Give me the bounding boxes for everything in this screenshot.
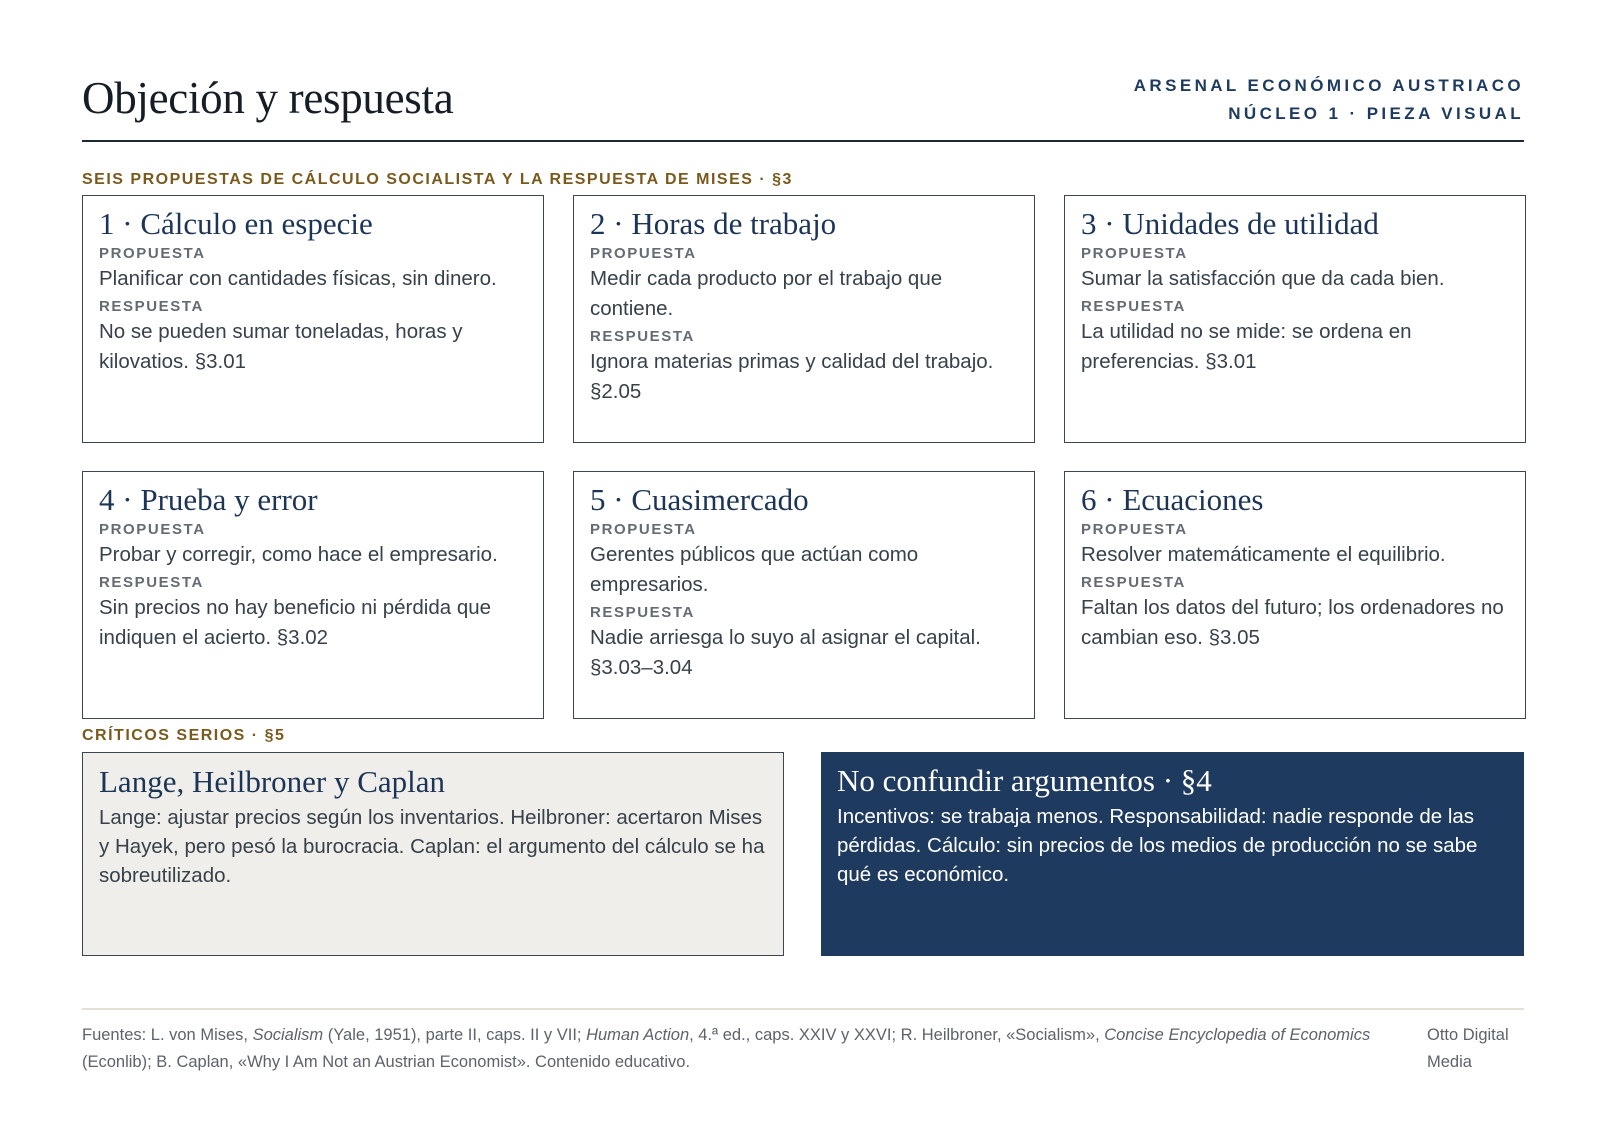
brand-line-piece: NÚCLEO 1 · PIEZA VISUAL [1228, 104, 1524, 123]
response-text: Ignora materias primas y calidad del trabajo. §2.05 [590, 350, 994, 403]
proposal-text: Sumar la satisfacción que da cada bien. [1081, 267, 1445, 290]
critics-text: Lange: ajustar precios según los inventarios. Heilbroner: acertaron Mises y Hayek, pero pesó la burocracia. Caplan: el argumento del cálculo se ha sobreutilizado. [99, 806, 765, 887]
proposal-label: PROPUESTA [590, 245, 697, 262]
section-label-proposals: SEIS PROPUESTAS DE CÁLCULO SOCIALISTA Y LA RESPUESTA DE MISES · §3 [82, 171, 793, 188]
card-title: 6 · Ecuaciones [1081, 482, 1264, 517]
response-text: Faltan los datos del futuro; los ordenadores no cambian eso. §3.05 [1081, 596, 1504, 649]
brand-block [1134, 72, 1524, 128]
proposal-label: PROPUESTA [1081, 245, 1188, 262]
proposal-card [573, 195, 1035, 443]
note-box [821, 752, 1524, 956]
encyclopedia-title: Concise Encyclopedia of Economics [1104, 1026, 1371, 1044]
publisher-credit: Otto Digital Media [1427, 1026, 1509, 1071]
card-title: 3 · Unidades de utilidad [1081, 206, 1379, 241]
book-title-human-action: Human Action [586, 1026, 690, 1044]
proposal-text: Probar y corregir, como hace el empresario. [99, 543, 498, 566]
proposal-text: Medir cada producto por el trabajo que contiene. [590, 267, 943, 320]
sources-text: Fuentes: L. von Mises, [82, 1026, 253, 1044]
proposal-card [1064, 195, 1526, 443]
footer-divider [82, 1008, 1524, 1010]
proposal-card [82, 195, 544, 443]
proposal-text: Gerentes públicos que actúan como empresarios. [590, 543, 919, 596]
book-title-socialism: Socialism [252, 1026, 324, 1044]
note-title: No confundir argumentos · §4 [837, 763, 1212, 798]
card-title: 2 · Horas de trabajo [590, 206, 837, 241]
response-text: No se pueden sumar toneladas, horas y kilovatios. §3.01 [99, 320, 463, 373]
proposal-label: PROPUESTA [590, 521, 697, 538]
critics-box [82, 752, 784, 956]
response-label: RESPUESTA [1081, 574, 1186, 591]
card-title: 1 · Cálculo en especie [99, 206, 373, 241]
critics-title: Lange, Heilbroner y Caplan [99, 764, 446, 799]
brand-line-series: ARSENAL ECONÓMICO AUSTRIACO [1133, 76, 1524, 95]
proposal-card [573, 471, 1035, 719]
response-text: Sin precios no hay beneficio ni pérdida que indiquen el acierto. §3.02 [99, 596, 492, 649]
response-label: RESPUESTA [1081, 298, 1186, 315]
response-text: Nadie arriesga lo suyo al asignar el capital. §3.03–3.04 [590, 626, 981, 679]
response-label: RESPUESTA [590, 604, 695, 621]
proposal-card [1064, 471, 1526, 719]
sources-note [82, 1022, 1422, 1076]
response-label: RESPUESTA [99, 298, 204, 315]
proposal-text: Planificar con cantidades físicas, sin dinero. [99, 267, 497, 290]
response-text: La utilidad no se mide: se ordena en preferencias. §3.01 [1081, 320, 1412, 373]
response-label: RESPUESTA [590, 328, 695, 345]
proposal-card [82, 471, 544, 719]
proposal-label: PROPUESTA [1081, 521, 1188, 538]
card-title: 5 · Cuasimercado [590, 482, 809, 517]
proposal-label: PROPUESTA [99, 245, 206, 262]
page-header [82, 62, 1524, 142]
section-label-critics: CRÍTICOS SERIOS · §5 [82, 727, 286, 744]
sources-text: (Yale, 1951), parte II, caps. II y VII; [323, 1026, 587, 1044]
proposal-label: PROPUESTA [99, 521, 206, 538]
note-text: Incentivos: se trabaja menos. Responsabilidad: nadie responde de las pérdidas. Cálculo: sin precios de los medios de producción no se sabe qué es económico. [837, 805, 1478, 886]
sources-text: (Econlib); B. Caplan, «Why I Am Not an Austrian Economist». Contenido educativo. [82, 1053, 691, 1071]
sources-text: , 4.ª ed., caps. XXIV y XXVI; R. Heilbroner, «Socialism», [689, 1026, 1105, 1044]
card-title: 4 · Prueba y error [99, 482, 318, 517]
proposal-text: Resolver matemáticamente el equilibrio. [1081, 543, 1446, 566]
page-title: Objeción y respuesta [82, 73, 454, 123]
response-label: RESPUESTA [99, 574, 204, 591]
